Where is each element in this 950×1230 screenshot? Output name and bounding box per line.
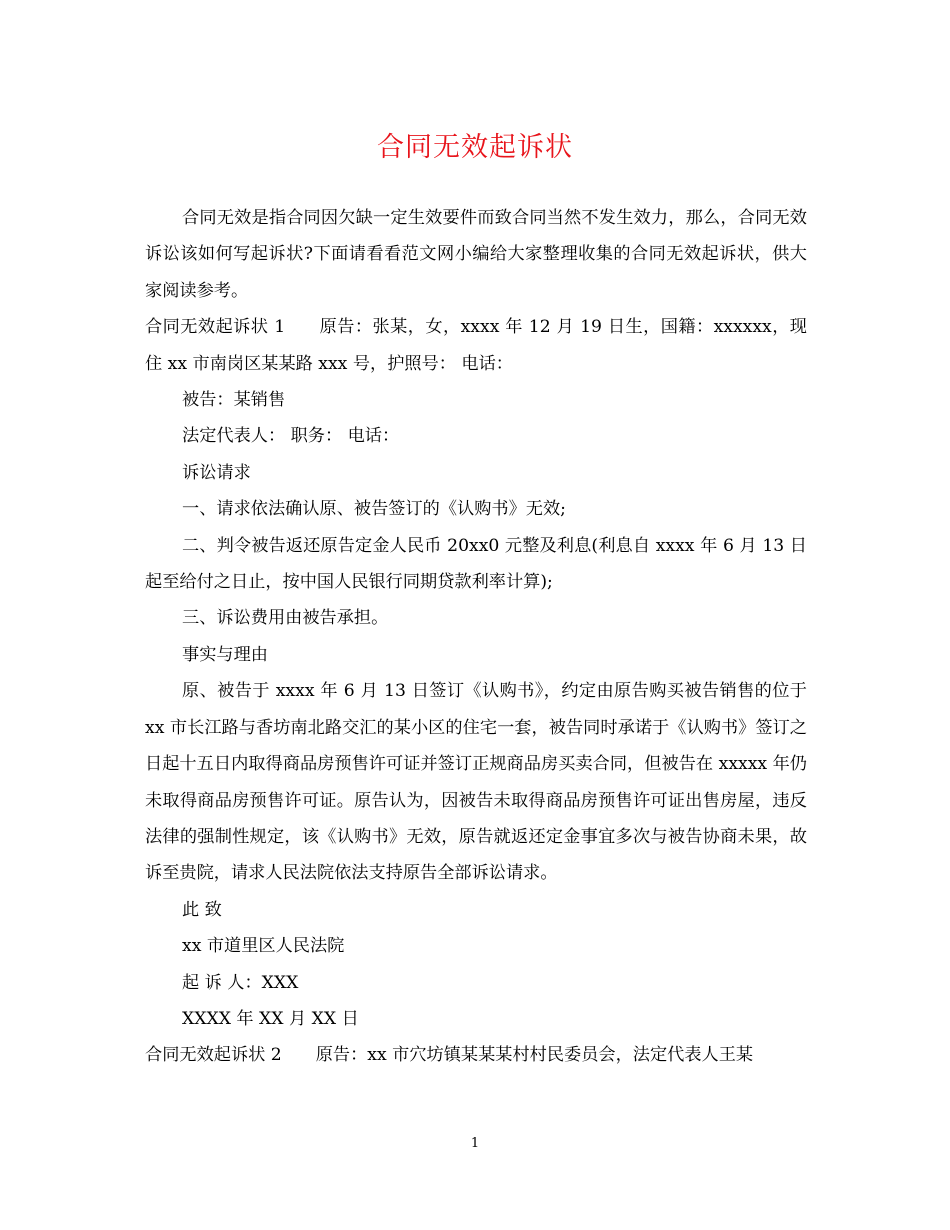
- section-2-heading: 合同无效起诉状 2: [145, 1045, 282, 1066]
- facts-heading: 事实与理由: [182, 644, 268, 665]
- claim-2: 二、判令被告返还原告定金人民币 20xx0 元整及利息(利息自 xxxx 年 6 月 13 日起至给付之日止，按中国人民银行同期贷款利率计算);: [145, 535, 807, 593]
- document-body: [145, 200, 807, 1074]
- claims-heading: 诉讼请求: [182, 462, 251, 483]
- facts-paragraph: 原、被告于 xxxx 年 6 月 13 日签订《认购书》，约定由原告购买被告销售的位于 xx 市长江路与香坊南北路交汇的某小区的住宅一套，被告同时承诺于《认购书》签订之日起十五日内取得商品房预售许可证并签订正规商品房买卖合同，但被告在 xxxxx 年仍未取得商品房预售许可证。原告认为，因被告未取得商品房预售许可证出售房屋，违反法律的强制性规定，该《认购书》无效，原告就返还定金事宜多次与被告协商未果，故诉至贵院，请求人民法院依法支持原告全部诉讼请求。: [145, 681, 807, 884]
- claim-3: 三、诉讼费用由被告承担。: [182, 608, 389, 629]
- signature-date: XXXX 年 XX 月 XX 日: [182, 1008, 359, 1029]
- section-1-plaintiff: 原告：张某，女，xxxx 年 12 月 19 日生，国籍：xxxxxx，现住 xx 市南岗区某某路 xxx 号，护照号： 电话：: [145, 317, 807, 374]
- section-2-paragraph: [145, 1037, 807, 1073]
- claim-1: 一、请求依法确认原、被告签订的《认购书》无效;: [182, 499, 566, 520]
- section-1-heading: 合同无效起诉状 1: [145, 317, 286, 338]
- court-name: xx 市道里区人民法院: [182, 936, 345, 957]
- plaintiff-signature: 起 诉 人：XXX: [182, 972, 299, 993]
- page-number: 1: [470, 1136, 480, 1151]
- section-2-plaintiff: 原告：xx 市穴坊镇某某某村村民委员会，法定代表人王某: [315, 1045, 754, 1066]
- document-title: 合同无效起诉状: [377, 132, 573, 163]
- section-1-paragraph: [145, 309, 807, 382]
- salutation: 此 致: [182, 899, 222, 920]
- intro-paragraph: 合同无效是指合同因欠缺一定生效要件而致合同当然不发生效力，那么，合同无效诉讼该如何写起诉状?下面请看看范文网小编给大家整理收集的合同无效起诉状，供大家阅读参考。: [145, 208, 807, 301]
- defendant-line: 被告：某销售: [182, 390, 286, 411]
- legal-representative-line: 法定代表人： 职务： 电话：: [182, 426, 400, 447]
